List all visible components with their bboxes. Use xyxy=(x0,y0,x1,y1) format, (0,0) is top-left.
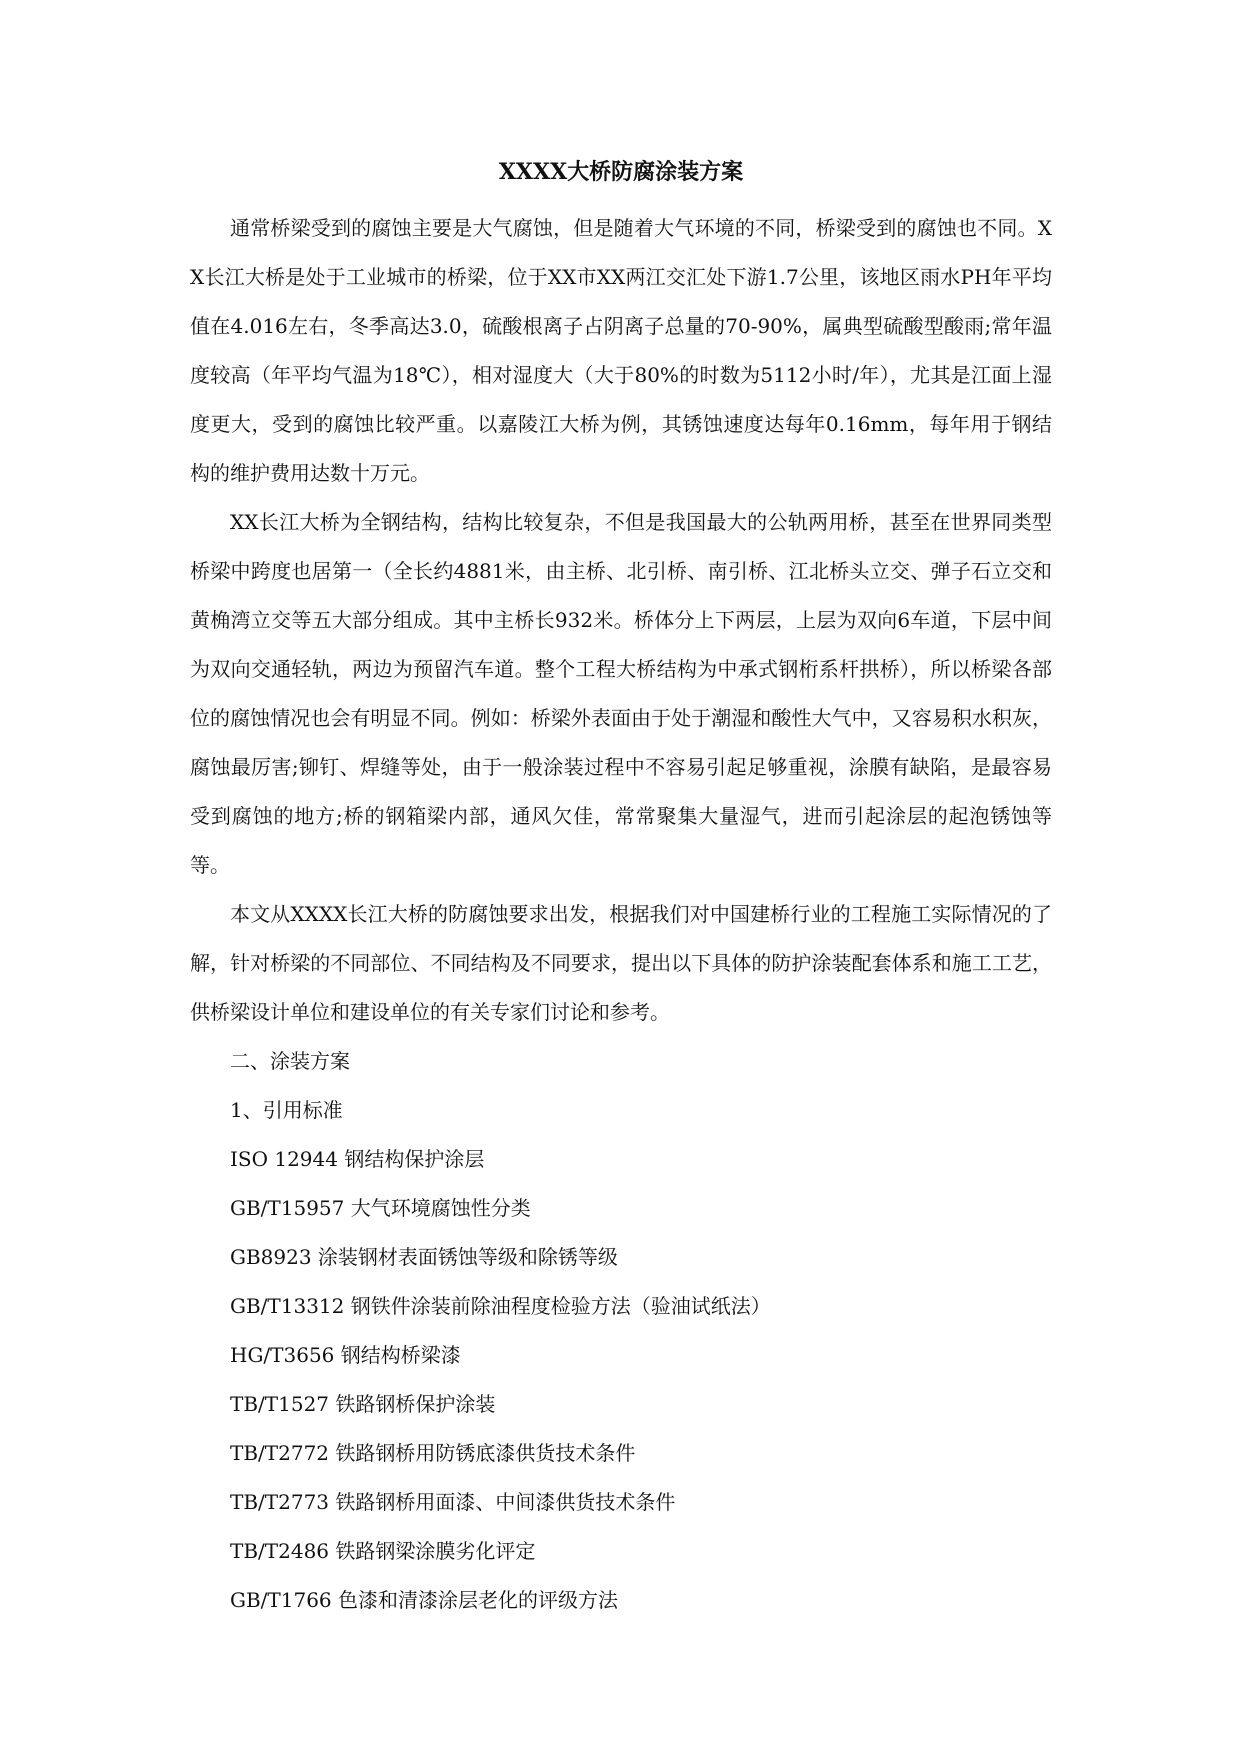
purpose-paragraph: 本文从XXXX长江大桥的防腐蚀要求出发，根据我们对中国建桥行业的工程施工实际情况的了解，针对桥梁的不同部位、不同结构及不同要求，提出以下具体的防护涂装配套体系和施工工艺，供桥梁设计单位和建设单位的有关专家们讨论和参考。 xyxy=(190,902,1052,1024)
standards-list xyxy=(190,1135,1052,1625)
section-heading: 二、涂装方案 xyxy=(230,1049,350,1073)
standard-item: GB/T15957 大气环境腐蚀性分类 xyxy=(230,1196,531,1220)
standard-item: ISO 12944 钢结构保护涂层 xyxy=(230,1147,485,1171)
standard-item: GB/T1766 色漆和清漆涂层老化的评级方法 xyxy=(230,1588,619,1612)
intro-paragraph: 通常桥梁受到的腐蚀主要是大气腐蚀，但是随着大气环境的不同，桥梁受到的腐蚀也不同。XX长江大桥是处于工业城市的桥梁，位于XX市XX两江交汇处下游1.7公里，该地区雨水PH年平均值在4.016左右，冬季高达3.0，硫酸根离子占阴离子总量的70-90%，属典型硫酸型酸雨;常年温度较高（年平均气温为18℃），相对湿度大（大于80%的时数为5112小时/年），尤其是江面上湿度更大，受到的腐蚀比较严重。以嘉陵江大桥为例，其锈蚀速度达每年0.16mm，每年用于钢结构的维护费用达数十万元。 xyxy=(190,216,1052,485)
standard-item: TB/T2773 铁路钢桥用面漆、中间漆供货技术条件 xyxy=(230,1490,676,1514)
standard-item: HG/T3656 钢结构桥梁漆 xyxy=(230,1343,461,1367)
standard-item: TB/T2772 铁路钢桥用防锈底漆供货技术条件 xyxy=(230,1441,636,1465)
document-title: XXXX大桥防腐涂装方案 xyxy=(498,159,744,185)
bridge-structure-paragraph: XX长江大桥为全钢结构，结构比较复杂，不但是我国最大的公轨两用桥，甚至在世界同类型桥梁中跨度也居第一（全长约4881米，由主桥、北引桥、南引桥、江北桥头立交、弹子石立交和黄桷湾立交等五大部分组成。其中主桥长932米。桥体分上下两层，上层为双向6车道，下层中间为双向交通轻轨，两边为预留汽车道。整个工程大桥结构为中承式钢桁系杆拱桥），所以桥梁各部位的腐蚀情况也会有明显不同。例如：桥梁外表面由于处于潮湿和酸性大气中，又容易积水积灰，腐蚀最厉害;铆钉、焊缝等处，由于一般涂装过程中不容易引起足够重视，涂膜有缺陷，是最容易受到腐蚀的地方;桥的钢箱梁内部，通风欠佳，常常聚集大量湿气，进而引起涂层的起泡锈蚀等等。 xyxy=(190,510,1052,877)
standard-item: GB/T13312 钢铁件涂装前除油程度检验方法（验油试纸法） xyxy=(230,1294,771,1318)
document-page xyxy=(190,150,1052,1625)
subsection-heading: 1、引用标准 xyxy=(230,1098,343,1122)
standard-item: GB8923 涂装钢材表面锈蚀等级和除锈等级 xyxy=(230,1245,618,1269)
standard-item: TB/T2486 铁路钢梁涂膜劣化评定 xyxy=(230,1539,536,1563)
standard-item: TB/T1527 铁路钢桥保护涂装 xyxy=(230,1392,496,1416)
